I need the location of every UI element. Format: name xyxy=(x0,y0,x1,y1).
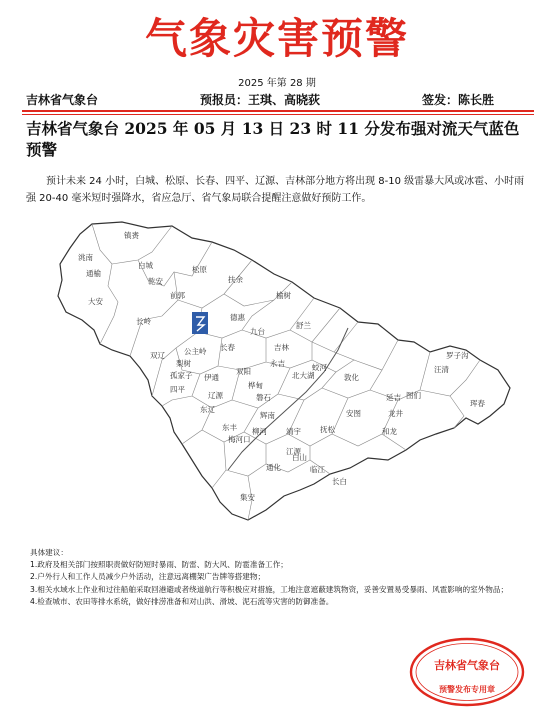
official-seal xyxy=(408,636,526,708)
place-label: 北大湖 xyxy=(292,371,315,380)
place-label: 扶余 xyxy=(228,275,243,284)
place-label: 临江 xyxy=(310,465,325,474)
agency-name: 吉林省气象台 xyxy=(26,93,99,107)
place-label: 通化 xyxy=(266,463,281,472)
place-label: 舒兰 xyxy=(296,321,311,330)
place-label: 镇赉 xyxy=(124,231,139,240)
place-label: 东丰 xyxy=(222,423,237,432)
place-label: 安图 xyxy=(346,409,361,418)
place-label: 白山 xyxy=(292,453,307,462)
place-label: 长白 xyxy=(332,477,347,486)
place-label: 珲春 xyxy=(470,399,485,408)
place-label: 辉南 xyxy=(260,411,275,420)
place-label: 靖宇 xyxy=(286,427,301,436)
blue-signal-icon xyxy=(192,312,208,334)
place-label: 和龙 xyxy=(382,427,397,436)
forecaster-names: 预报员：王琪、高晓荻 xyxy=(200,93,321,107)
header-rule-thin xyxy=(22,114,534,115)
advice-item: 4.检查城市、农田等排水系统，做好排涝准备和对山洪、滑坡、泥石流等灾害的防御准备。 xyxy=(30,596,334,606)
place-label: 长春 xyxy=(220,343,235,352)
place-label: 公主岭 xyxy=(184,347,207,356)
advice-heading: 具体建议： xyxy=(30,548,68,557)
place-label: 九台 xyxy=(250,327,265,336)
jilin-map xyxy=(52,220,514,538)
bulletin-title: 气象灾害预警 xyxy=(144,14,409,63)
place-label: 德惠 xyxy=(230,313,245,322)
place-label: 延吉 xyxy=(386,393,401,402)
place-label: 辽源 xyxy=(208,391,223,400)
place-label: 柳河 xyxy=(252,427,267,436)
warning-title: 吉林省气象台 2025 年 05 月 13 日 23 时 11 分发布强对流天气蓝色预警 xyxy=(26,119,520,159)
place-label: 罗子沟 xyxy=(446,351,469,360)
place-label: 蛟河 xyxy=(312,363,327,372)
seal-text: 吉林省气象台 xyxy=(434,659,500,672)
place-label: 榆树 xyxy=(276,291,291,300)
advice-item: 3.相关水域水上作业和过往船舶采取回港避或者绕道航行等积极应对措施，工地注意遮蔽建筑物资，妥善安置易受暴雨、风雹影响的室外物品； xyxy=(30,584,509,594)
place-label: 龙井 xyxy=(388,409,403,418)
advice-item: 2.户外行人和工作人员减少户外活动，注意远离棚架广告牌等搭建物； xyxy=(30,572,266,582)
place-label: 永吉 xyxy=(270,359,285,368)
place-label: 伊通 xyxy=(204,373,219,382)
warning-body: 预计未来 24 小时，白城、松原、长春、四平、辽源、吉林部分地方将出现 8-10 级雷暴大风或冰雹、小时雨强 20-40 毫米短时强降水，省应急厅、省气象局联合提醒注意做好预防工作。 xyxy=(26,176,525,204)
advice-section xyxy=(30,547,530,608)
place-label: 洮南 xyxy=(78,253,93,262)
place-label: 抚松 xyxy=(320,425,335,434)
place-label: 双阳 xyxy=(236,367,251,376)
signer-name: 签发：陈长胜 xyxy=(422,93,495,107)
place-label: 梨树 xyxy=(176,359,191,368)
place-label: 孤家子 xyxy=(170,371,193,380)
place-label: 图们 xyxy=(406,391,421,400)
place-label: 敦化 xyxy=(344,373,359,382)
header-rule xyxy=(22,110,534,112)
place-label: 双辽 xyxy=(150,351,165,360)
place-label: 前郭 xyxy=(170,291,185,300)
place-label: 白城 xyxy=(138,261,153,270)
place-label: 长岭 xyxy=(136,317,151,326)
place-label: 四平 xyxy=(170,385,185,394)
place-label: 汪清 xyxy=(434,365,449,374)
seal-subtext: 预警发布专用章 xyxy=(439,685,495,694)
place-label: 吉林 xyxy=(274,343,289,352)
place-label: 通榆 xyxy=(86,269,101,278)
place-label: 松原 xyxy=(192,265,207,274)
advice-item: 1.政府及相关部门按照职责做好防短时暴雨、防雷、防大风、防雹准备工作； xyxy=(30,560,288,570)
place-label: 集安 xyxy=(240,493,255,502)
place-label: 东辽 xyxy=(200,405,215,414)
place-label: 大安 xyxy=(88,297,103,306)
place-label: 桦甸 xyxy=(248,381,263,390)
place-label: 乾安 xyxy=(148,277,163,286)
place-label: 磐石 xyxy=(256,393,271,402)
place-label: 梅河口 xyxy=(228,435,251,444)
place-label: 江源 xyxy=(286,447,301,456)
issue-number: 2025 年第 28 期 xyxy=(238,78,316,89)
